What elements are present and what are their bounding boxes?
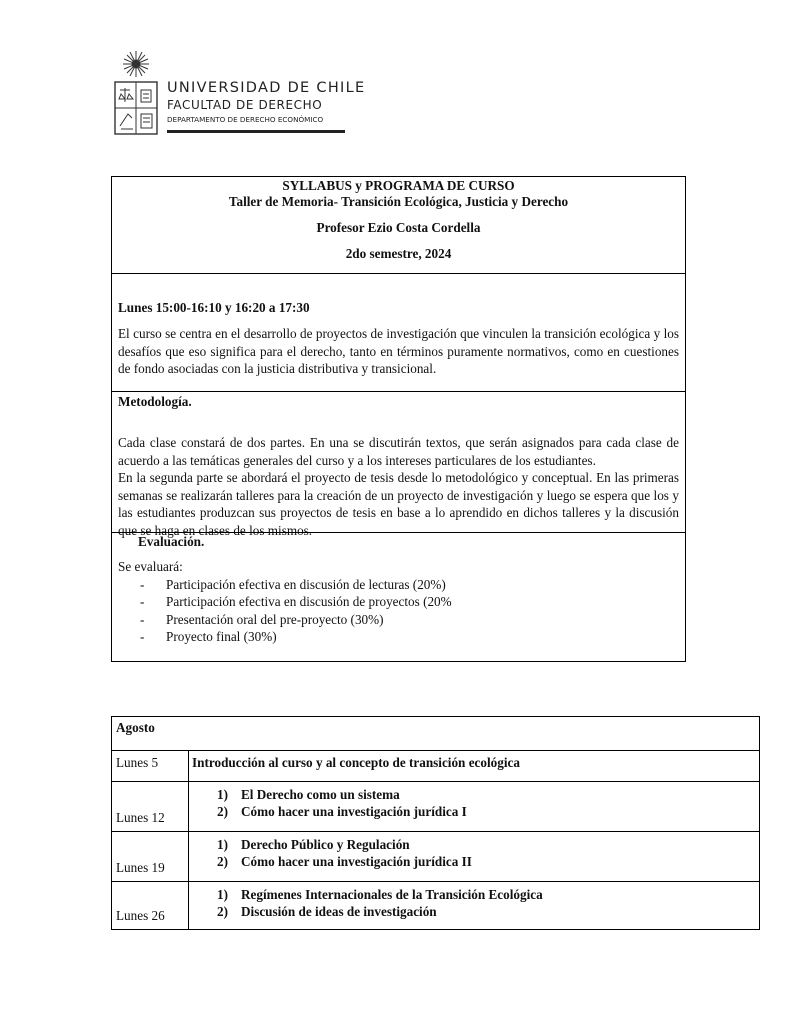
list-item: - Presentación oral del pre-proyecto (30%) [140, 611, 384, 627]
list-item: 1) Derecho Público y Regulación [217, 837, 410, 852]
table-row [112, 882, 760, 930]
methodology-heading: Metodología. [118, 394, 192, 409]
evaluation-intro: Se evaluará: [118, 559, 183, 574]
table-cell-day: Lunes 12 [112, 782, 189, 832]
evaluation-box [111, 532, 686, 662]
syllabus-title: SYLLABUS y PROGRAMA DE CURSO [282, 178, 515, 193]
logo-underline [167, 130, 345, 133]
list-item: 1) Regímenes Internacionales de la Transición Ecológica [217, 887, 543, 902]
title-box [111, 176, 686, 274]
table-row [112, 782, 760, 832]
class-time: Lunes 15:00-16:10 y 16:20 a 17:30 [118, 300, 310, 315]
table-row [112, 717, 760, 751]
schedule-box [111, 273, 686, 392]
table-cell-topic [189, 782, 760, 832]
table-row [112, 832, 760, 882]
course-title: Taller de Memoria- Transición Ecológica, Justicia y Derecho [228, 194, 569, 209]
course-description: El curso se centra en el desarrollo de proyectos de investigación que vinculen la transición ecológica y los desafíos que eso significa para el derecho, tanto en términos puramente normativos, como en cuestiones de fondo asociadas con la justicia distributiva y transicional. [118, 326, 679, 376]
university-logo [112, 50, 366, 140]
list-item: 1) El Derecho como un sistema [217, 787, 400, 802]
table-cell-day: Lunes 5 [112, 751, 189, 782]
list-item: - Proyecto final (30%) [140, 629, 277, 644]
department-name: DEPARTAMENTO DE DERECHO ECONÓMICO [167, 115, 324, 124]
table-cell-day: Lunes 26 [112, 882, 189, 930]
list-item: 2) Cómo hacer una investigación jurídica II [217, 854, 472, 869]
professor-name: Profesor Ezio Costa Cordella [316, 220, 481, 235]
table-row [112, 751, 760, 782]
list-item: 2) Discusión de ideas de investigación [217, 904, 437, 919]
methodology-paragraph-1: Cada clase constará de dos partes. En una se discutirán textos, que serán asignados para cada clase de acuerdo a las temáticas generales del curso y a los intereses particulares de los estudiantes. [118, 435, 679, 468]
table-cell-day: Lunes 19 [112, 832, 189, 882]
schedule-table [111, 716, 760, 930]
table-cell-topic: Introducción al curso y al concepto de transición ecológica [189, 751, 760, 782]
evaluation-list [112, 576, 685, 646]
table-cell-topic [189, 832, 760, 882]
methodology-paragraph-2: En la segunda parte se abordará el proyecto de tesis desde lo metodológico y conceptual. En las primeras semanas se realizarán talleres para la creación de un proyecto de investigación y luego se espera que los y las estudiantes produzcan sus proyectos de tesis en base a lo aprendido en dichos talleres y la discusión que se haga en clases de los mismos. [118, 470, 679, 538]
university-crest-icon [112, 50, 160, 138]
list-item: - Participación efectiva en discusión de proyectos (20% [140, 594, 452, 609]
list-item: 2) Cómo hacer una investigación jurídica I [217, 804, 467, 819]
semester: 2do semestre, 2024 [345, 246, 452, 261]
faculty-name: FACULTAD DE DERECHO [167, 98, 323, 112]
month-header: Agosto [112, 717, 760, 751]
list-item: - Participación efectiva en discusión de lecturas (20%) [140, 576, 446, 592]
evaluation-heading: Evaluación. [138, 534, 205, 549]
university-name: UNIVERSIDAD DE CHILE [167, 80, 366, 96]
table-cell-topic [189, 882, 760, 930]
methodology-box [111, 391, 686, 538]
